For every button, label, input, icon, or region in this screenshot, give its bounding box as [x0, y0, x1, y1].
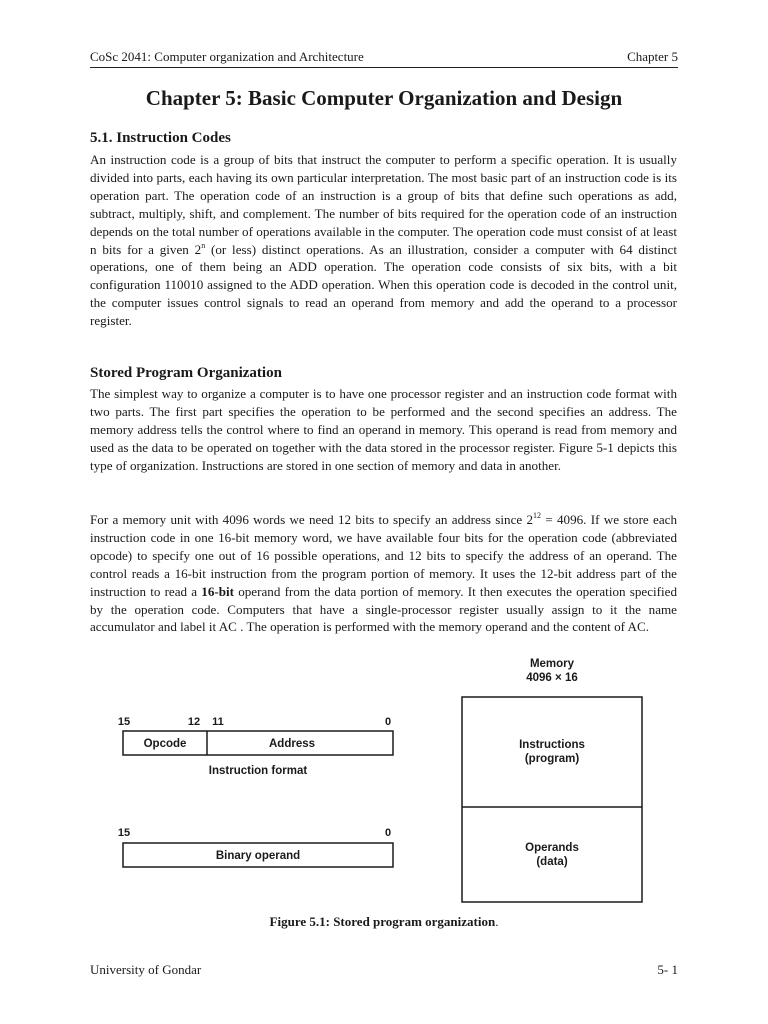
footer-page-number: 5- 1 — [657, 962, 678, 977]
operands-label: Operands — [525, 842, 579, 854]
running-header — [90, 47, 678, 68]
memory-box — [462, 697, 642, 902]
chapter-label: Chapter 5 — [627, 49, 678, 64]
data-label: (data) — [536, 856, 568, 868]
paragraph-text: = 4096. If we store each instruction code in one 16-bit memory word, we have available four bits for the operation code (abbreviated opcode) to specify one out of 16 possible operations, and 12 bits to specify the address of an operand. The control reads a 16-bit instruction from the program portion of memory. It uses the 12-bit address part of the instruction to read a — [90, 512, 677, 599]
binary-bit-15: 15 — [117, 827, 131, 839]
instr-bit-11: 11 — [212, 716, 224, 728]
paragraph-text: For a memory unit with 4096 words we need 12 bits to specify an address since 2 — [90, 512, 534, 527]
binary-bit-0: 0 — [384, 827, 392, 839]
figure-diagram — [90, 655, 678, 905]
paragraph-instruction-codes — [90, 151, 677, 330]
course-title: CoSc 2041: Computer organization and Architecture — [90, 49, 364, 64]
instr-bit-0: 0 — [384, 716, 392, 728]
superscript-12: 12 — [533, 511, 542, 520]
bold-16-bit: 16-bit — [201, 583, 235, 599]
instruction-format-label: Instruction format — [208, 765, 308, 777]
paragraph-text: (or less) distinct operations. As an illustration, consider a computer with 64 distinct operations, one of them being an ADD operation. The operation code consists of six bits, with a bit configuration 110010 assigned to the ADD operation. When this operation code is decoded in the control unit, the computer issues control signals to read an operand from memory and add the operand to a processor register. — [90, 241, 677, 329]
paragraph-stored-program-2 — [90, 511, 677, 636]
instr-bit-15: 15 — [117, 716, 131, 728]
figure-caption — [90, 914, 678, 930]
paragraph-stored-program-1: The simplest way to organize a computer is to have one processor register and an instruction code format with two parts. The first part specifies the operation to be performed and the second specifies an address. The memory address tells the control where to find an operand in memory. This operand is read from memory and used as the data to be operated on together with the data stored in the processor register. Figure 5-1 depicts this type of organization. Instructions are stored in one section of memory and data in another. — [90, 386, 677, 473]
section-heading-stored-program: Stored Program Organization — [90, 365, 282, 381]
program-label: (program) — [524, 753, 580, 765]
paragraph-text: operand from the data portion of memory. It then executes the operation specified by the operation code. Computers that have a single-processor register usually assign to it the name accumulator and label it AC . The operation is performed with the memory operand and the content of AC. — [90, 583, 677, 635]
caption-text: Figure 5.1: Stored program organization — [269, 914, 496, 929]
memory-size: 4096 × 16 — [526, 672, 578, 684]
caption-period: . — [495, 914, 499, 929]
chapter-title: Chapter 5: Basic Computer Organization and Design — [145, 86, 623, 110]
paragraph-text: An instruction code is a group of bits that instruct the computer to perform a specific operation. It is usually divided into parts, each having its own particular interpretation. The most basic part of an instruction code is its operation part. The operation code of an instruction is a group of bits that define such operations as add, subtract, multiply, shift, and complement. The number of bits required for the operation code of an instruction depends on the total number of operations available in the computer. The operation code must consist of at least n bits for a given 2 — [90, 152, 677, 257]
opcode-label: Opcode — [143, 738, 187, 750]
superscript-n: n — [201, 240, 206, 250]
instructions-label: Instructions — [519, 739, 585, 751]
binary-operand-label: Binary operand — [215, 850, 301, 862]
memory-title: Memory — [529, 658, 575, 670]
section-heading-instruction-codes: 5.1. Instruction Codes — [90, 130, 231, 146]
instr-bit-12: 12 — [187, 716, 201, 728]
address-label: Address — [268, 738, 316, 750]
footer-university: University of Gondar — [90, 962, 202, 977]
figure-stored-program — [90, 655, 678, 905]
